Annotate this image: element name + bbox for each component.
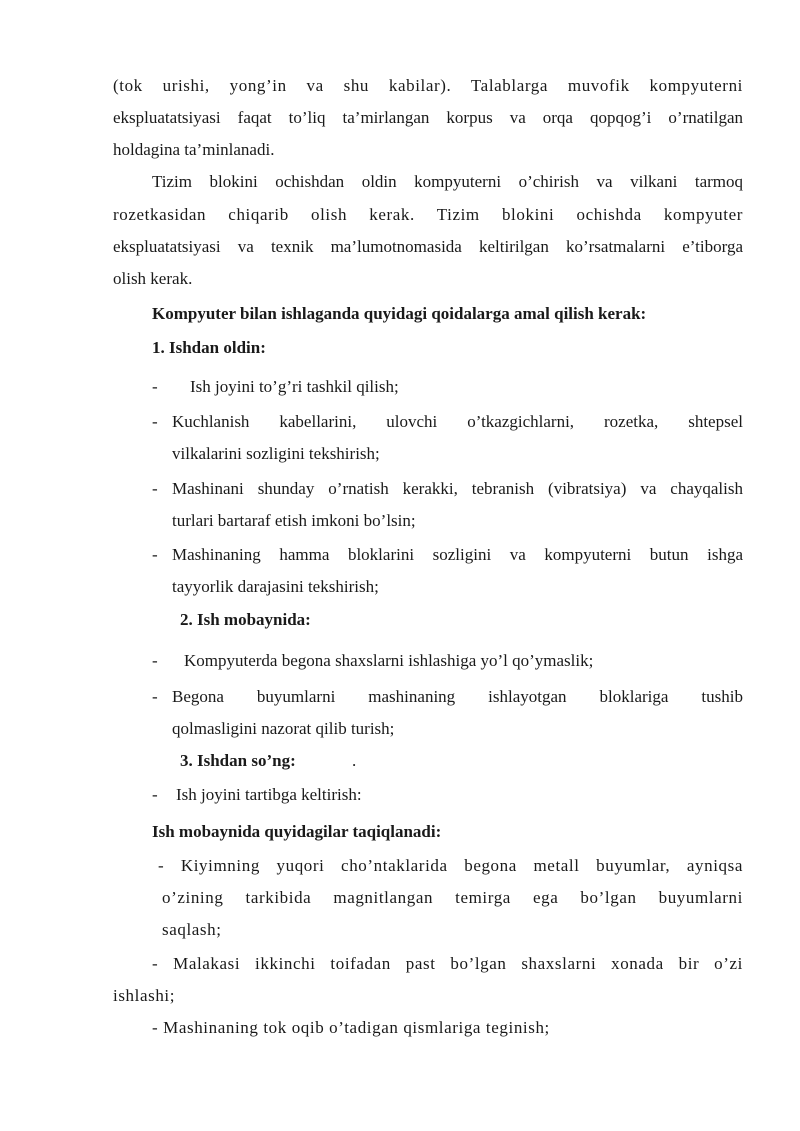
list-dash: - [152,545,158,564]
list-item: Mashinaning hamma bloklarini sozligini va kompyuterni butun ishga [172,545,743,564]
rules-heading: Kompyuter bilan ishlaganda quyidagi qoidalarga amal qilish kerak: [152,304,647,323]
list-item: Mashinani shunday o’rnatish kerakki, tebranish (vibratsiya) va chayqalish [172,479,743,498]
list-dash: - [152,412,158,431]
prohibited-item: - Malakasi ikkinchi toifadan past bo’lgan shaxslarni xonada bir o’zi [152,954,743,973]
list-item-cont: tayyorlik darajasini tekshirish; [172,577,379,596]
list-item-cont: turlari bartaraf etish imkoni bo’lsin; [172,511,416,530]
paragraph-line: ekspluatatsiyasi va texnik ma’lumotnomasida keltirilgan ko’rsatmalarni e’tiborga [113,237,743,256]
paragraph-line: olish kerak. [113,269,193,288]
paragraph-line: Tizim blokini ochishdan oldin kompyuterni o’chirish va vilkani tarmoq [152,172,743,191]
section-title: 1. Ishdan oldin: [152,338,266,357]
paragraph-line: (tok urishi, yong’in va shu kabilar). Talablarga muvofik kompyuterni [113,76,743,95]
list-dash: - [152,651,158,670]
prohibited-item: - Kiyimning yuqori cho’ntaklarida begona metall buyumlar, ayniqsa [158,856,743,875]
prohibited-item-cont: o’zining tarkibida magnitlangan temirga ega bo’lgan buyumlarni [162,888,743,907]
prohibited-heading: Ish mobaynida quyidagilar taqiqlanadi: [152,822,442,841]
paragraph-line: holdagina ta’minlanadi. [113,140,275,159]
stray-dot: . [352,751,357,770]
list-item: Kompyuterda begona shaxslarni ishlashiga yo’l qo’ymaslik; [184,651,594,670]
section-title: 2. Ish mobaynida: [180,610,311,629]
list-dash: - [152,377,158,396]
prohibited-item-cont: saqlash; [162,920,222,939]
list-item: Ish joyini to’g’ri tashkil qilish; [190,377,399,396]
list-item-cont: vilkalarini sozligini tekshirish; [172,444,380,463]
paragraph-line: ekspluatatsiyasi faqat to’liq ta’mirlangan korpus va orqa qopqog’i o’rnatilgan [113,108,743,127]
paragraph-line: rozetkasidan chiqarib olish kerak. Tizim blokini ochishda kompyuter [113,205,743,224]
list-dash: - [152,687,158,706]
list-item: Begona buyumlarni mashinaning ishlayotgan bloklariga tushib [172,687,743,706]
prohibited-item: - Mashinaning tok oqib o’tadigan qismlariga teginish; [152,1018,550,1037]
list-dash: - [152,479,158,498]
list-item: Kuchlanish kabellarini, ulovchi o’tkazgichlarni, rozetka, shtepsel [172,412,743,431]
list-item: Ish joyini tartibga keltirish: [176,785,362,804]
prohibited-item-cont: ishlashi; [113,986,176,1005]
list-dash: - [152,785,158,804]
list-item-cont: qolmasligini nazorat qilib turish; [172,719,395,738]
section-title: 3. Ishdan so’ng: [180,751,296,770]
